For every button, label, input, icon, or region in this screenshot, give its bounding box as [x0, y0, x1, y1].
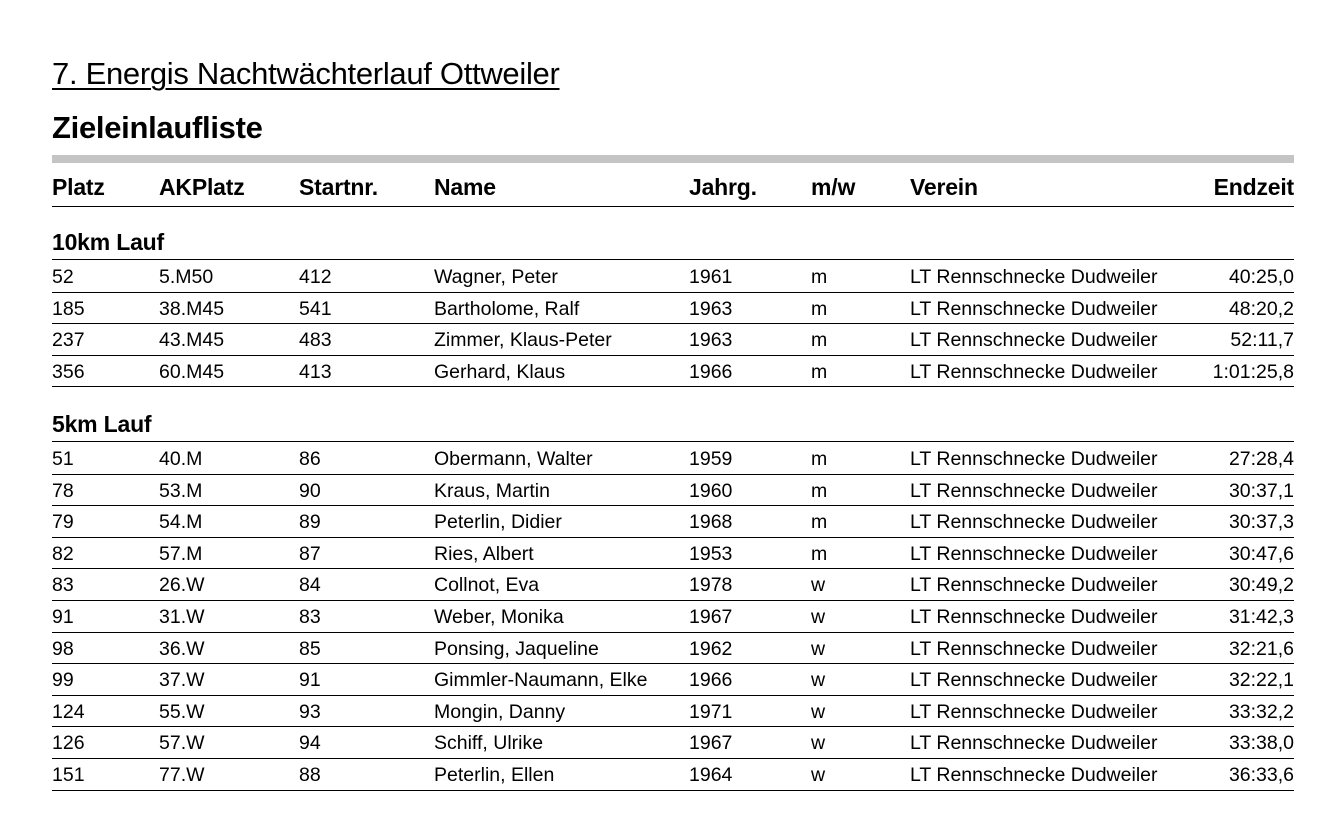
cell-startnr: 412 [299, 266, 332, 288]
cell-name: Peterlin, Ellen [434, 763, 555, 786]
cell-mw: m [811, 448, 828, 470]
cell-name: Gimmler-Naumann, Elke [434, 669, 648, 692]
cell-jahrg: 1963 [689, 329, 733, 352]
cell-jahrg: 1960 [689, 479, 733, 502]
cell-jahrg: 1971 [689, 700, 733, 723]
cell-endzeit: 30:49,2 [1228, 574, 1294, 597]
table-header [52, 172, 1294, 207]
table-row [52, 601, 1294, 633]
cell-akplatz: 54.M [159, 511, 203, 534]
cell-startnr: 85 [299, 637, 321, 660]
cell-jahrg: 1968 [689, 511, 733, 534]
cell-verein: LT Rennschnecke Dudweiler [910, 732, 1158, 755]
cell-verein: LT Rennschnecke Dudweiler [910, 360, 1158, 383]
table-row [52, 506, 1294, 538]
table-row [52, 475, 1294, 507]
cell-akplatz: 5.M50 [159, 266, 214, 288]
cell-name: Mongin, Danny [434, 700, 566, 723]
cell-akplatz: 53.M [159, 479, 203, 502]
cell-startnr: 483 [299, 329, 332, 352]
cell-mw: w [811, 732, 826, 755]
header-platz: Platz [52, 174, 105, 200]
cell-jahrg: 1964 [689, 763, 733, 786]
header-jahrg: Jahrg. [689, 174, 757, 200]
cell-mw: m [811, 542, 828, 565]
cell-akplatz: 26.W [159, 574, 205, 597]
table-row [52, 633, 1294, 665]
cell-jahrg: 1959 [689, 448, 733, 470]
cell-akplatz: 77.W [159, 763, 205, 786]
cell-verein: LT Rennschnecke Dudweiler [910, 637, 1158, 660]
cell-akplatz: 57.M [159, 542, 203, 565]
cell-akplatz: 60.M45 [159, 360, 225, 383]
cell-endzeit: 40:25,0 [1228, 266, 1294, 288]
cell-startnr: 89 [299, 511, 321, 534]
cell-mw: w [811, 574, 826, 597]
cell-verein: LT Rennschnecke Dudweiler [910, 297, 1158, 320]
cell-platz: 79 [52, 511, 74, 534]
header-verein: Verein [910, 174, 978, 200]
cell-endzeit: 32:22,1 [1228, 669, 1294, 692]
cell-startnr: 94 [299, 732, 321, 755]
cell-jahrg: 1978 [689, 574, 733, 597]
cell-endzeit: 27:28,4 [1228, 448, 1294, 470]
cell-platz: 52 [52, 266, 74, 288]
cell-platz: 91 [52, 605, 74, 628]
cell-name: Wagner, Peter [434, 266, 558, 288]
cell-jahrg: 1966 [689, 360, 733, 383]
cell-startnr: 91 [299, 669, 321, 692]
cell-akplatz: 36.W [159, 637, 205, 660]
cell-mw: m [811, 329, 828, 352]
cell-name: Ries, Albert [434, 542, 534, 565]
cell-platz: 126 [52, 732, 85, 755]
table-row [52, 727, 1294, 759]
cell-startnr: 86 [299, 448, 321, 470]
cell-startnr: 413 [299, 360, 332, 383]
cell-verein: LT Rennschnecke Dudweiler [910, 542, 1158, 565]
cell-endzeit: 33:32,2 [1228, 700, 1294, 723]
cell-name: Collnot, Eva [434, 574, 540, 597]
cell-startnr: 83 [299, 605, 321, 628]
cell-verein: LT Rennschnecke Dudweiler [910, 511, 1158, 534]
cell-platz: 124 [52, 700, 85, 723]
cell-name: Peterlin, Didier [434, 511, 562, 534]
cell-name: Gerhard, Klaus [434, 360, 566, 383]
header-akplatz: AKPlatz [159, 174, 245, 200]
cell-endzeit: 30:47,6 [1228, 542, 1294, 565]
section-title: 5km Lauf [52, 411, 1294, 442]
cell-mw: m [811, 297, 828, 320]
cell-mw: m [811, 511, 828, 534]
cell-jahrg: 1961 [689, 266, 733, 288]
cell-verein: LT Rennschnecke Dudweiler [910, 329, 1158, 352]
cell-name: Schiff, Ulrike [434, 732, 544, 755]
cell-verein: LT Rennschnecke Dudweiler [910, 605, 1158, 628]
cell-endzeit: 1:01:25,8 [1212, 360, 1294, 383]
header-endzeit: Endzeit [1213, 174, 1294, 200]
cell-endzeit: 30:37,1 [1228, 479, 1294, 502]
cell-platz: 356 [52, 360, 85, 383]
cell-startnr: 84 [299, 574, 321, 597]
cell-endzeit: 31:42,3 [1228, 605, 1294, 628]
page-title: 7. Energis Nachtwächterlauf Ottweiler [52, 56, 560, 91]
cell-endzeit: 33:38,0 [1228, 732, 1294, 755]
cell-akplatz: 38.M45 [159, 297, 225, 320]
cell-platz: 82 [52, 542, 74, 565]
cell-endzeit: 36:33,6 [1228, 763, 1294, 786]
header-startnr: Startnr. [299, 174, 378, 200]
cell-mw: m [811, 479, 828, 502]
table-row [52, 696, 1294, 728]
cell-platz: 185 [52, 297, 85, 320]
table-row [52, 569, 1294, 601]
cell-startnr: 88 [299, 763, 321, 786]
cell-name: Zimmer, Klaus-Peter [434, 329, 612, 352]
cell-mw: m [811, 360, 828, 383]
table-row [52, 664, 1294, 696]
cell-name: Kraus, Martin [434, 479, 550, 502]
cell-name: Ponsing, Jaqueline [434, 637, 599, 660]
cell-verein: LT Rennschnecke Dudweiler [910, 700, 1158, 723]
cell-jahrg: 1963 [689, 297, 733, 320]
cell-mw: w [811, 763, 826, 786]
table-row [52, 324, 1294, 356]
cell-jahrg: 1967 [689, 605, 733, 628]
header-divider [52, 155, 1294, 163]
table-row [52, 443, 1294, 475]
cell-mw: w [811, 605, 826, 628]
cell-akplatz: 40.M [159, 448, 203, 470]
cell-akplatz: 43.M45 [159, 329, 225, 352]
cell-startnr: 93 [299, 700, 321, 723]
table-row [52, 538, 1294, 570]
cell-jahrg: 1953 [689, 542, 733, 565]
cell-platz: 51 [52, 448, 74, 470]
table-row [52, 293, 1294, 325]
cell-platz: 151 [52, 763, 85, 786]
cell-verein: LT Rennschnecke Dudweiler [910, 574, 1158, 597]
cell-mw: m [811, 266, 828, 288]
section-title: 10km Lauf [52, 229, 1294, 260]
table-row [52, 261, 1294, 293]
cell-jahrg: 1966 [689, 669, 733, 692]
cell-platz: 99 [52, 669, 74, 692]
table-row [52, 356, 1294, 388]
cell-akplatz: 57.W [159, 732, 205, 755]
cell-verein: LT Rennschnecke Dudweiler [910, 479, 1158, 502]
cell-name: Obermann, Walter [434, 448, 593, 470]
cell-mw: w [811, 700, 826, 723]
cell-mw: w [811, 637, 826, 660]
cell-jahrg: 1967 [689, 732, 733, 755]
page-subtitle: Zieleinlaufliste [52, 110, 263, 145]
cell-endzeit: 30:37,3 [1228, 511, 1294, 534]
cell-verein: LT Rennschnecke Dudweiler [910, 448, 1158, 470]
cell-mw: w [811, 669, 826, 692]
cell-startnr: 541 [299, 297, 332, 320]
header-name: Name [434, 174, 496, 200]
cell-platz: 78 [52, 479, 74, 502]
cell-akplatz: 31.W [159, 605, 205, 628]
cell-verein: LT Rennschnecke Dudweiler [910, 266, 1158, 288]
header-mw: m/w [811, 174, 856, 200]
cell-endzeit: 52:11,7 [1230, 329, 1294, 352]
cell-jahrg: 1962 [689, 637, 733, 660]
cell-akplatz: 55.W [159, 700, 205, 723]
table-row [52, 759, 1294, 791]
cell-platz: 98 [52, 637, 74, 660]
cell-name: Bartholome, Ralf [434, 297, 580, 320]
cell-endzeit: 48:20,2 [1228, 297, 1294, 320]
cell-name: Weber, Monika [434, 605, 564, 628]
cell-startnr: 87 [299, 542, 321, 565]
cell-platz: 83 [52, 574, 74, 597]
cell-akplatz: 37.W [159, 669, 205, 692]
cell-platz: 237 [52, 329, 85, 352]
cell-endzeit: 32:21,6 [1228, 637, 1294, 660]
cell-startnr: 90 [299, 479, 321, 502]
cell-verein: LT Rennschnecke Dudweiler [910, 763, 1158, 786]
cell-verein: LT Rennschnecke Dudweiler [910, 669, 1158, 692]
